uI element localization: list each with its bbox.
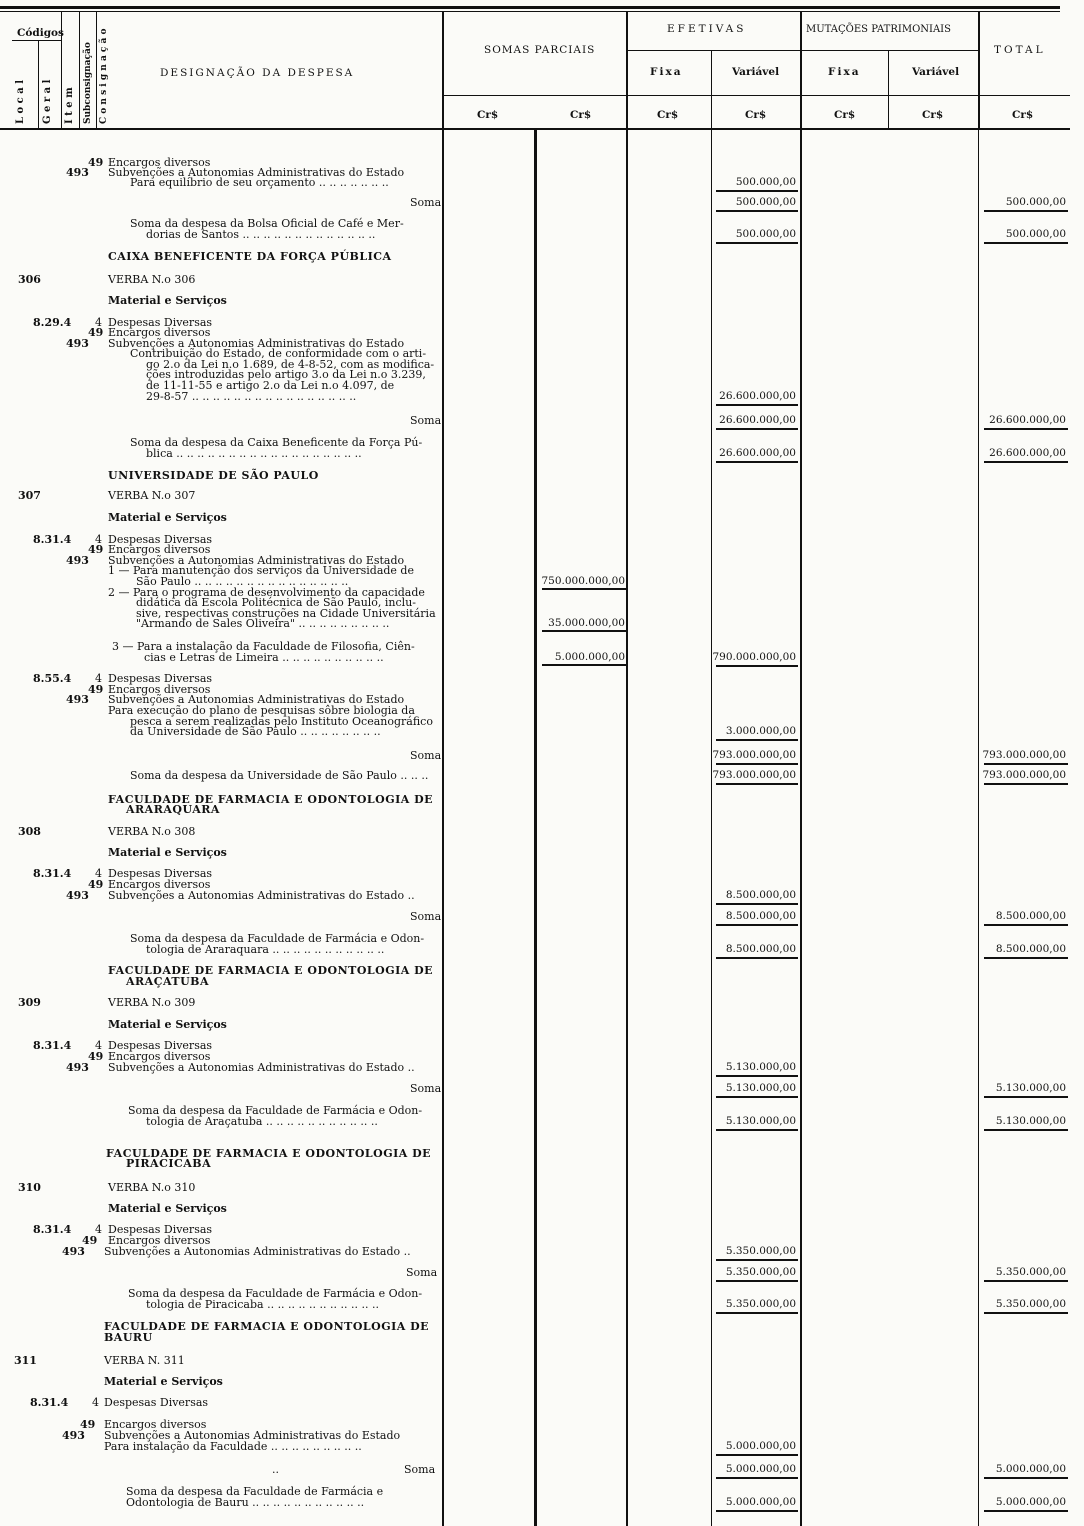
row-code: 49	[88, 878, 104, 891]
header-sub-rule	[443, 95, 1070, 96]
value-underline	[716, 1477, 798, 1479]
body-col-line	[626, 129, 628, 1526]
efetivas-variavel-value: 793.000.000,00	[712, 769, 796, 781]
body-col-line	[711, 129, 712, 1526]
row-description: Encargos diversos	[108, 683, 211, 696]
value-underline	[716, 1280, 798, 1282]
col-sep	[711, 50, 712, 129]
row-description: 29-8-57 .. .. .. .. .. .. .. .. .. .. .. .. .. .. .. ..	[146, 390, 357, 403]
value-underline	[716, 1075, 798, 1077]
body-col-line	[978, 129, 979, 1526]
efetivas-variavel-value: 5.350.000,00	[725, 1266, 796, 1278]
value-underline	[984, 1510, 1068, 1512]
value-underline	[716, 665, 798, 667]
efetivas-variavel-value: 5.000.000,00	[725, 1496, 796, 1508]
row-description: Encargos diversos	[108, 1234, 211, 1247]
value-underline	[716, 1259, 798, 1261]
row-code: 49	[88, 683, 104, 696]
total-value: 26.600.000,00	[989, 414, 1066, 426]
header-somas-parciais: SOMAS PARCIAIS	[484, 44, 596, 56]
row-description: Subvenções a Autonomias Administrativas do Estado ..	[108, 889, 415, 902]
total-value: 5.000.000,00	[995, 1496, 1066, 1508]
value-underline	[984, 924, 1068, 926]
section-title: FACULDADE DE FARMACIA E ODONTOLOGIA DE	[104, 1320, 430, 1333]
efetivas-variavel-value: 5.350.000,00	[725, 1298, 796, 1310]
total-value: 793.000.000,00	[982, 749, 1066, 761]
efetivas-variavel-value: 5.130.000,00	[725, 1115, 796, 1127]
row-description: VERBA N.o 310	[108, 1181, 196, 1194]
row-description: Material e Serviços	[108, 294, 227, 307]
row-description: Material e Serviços	[108, 511, 227, 524]
row-description: ções introduzidas pelo artigo 3.o da Lei n.o 3.239,	[146, 368, 426, 381]
total-value: 500.000,00	[1005, 228, 1066, 240]
value-underline	[716, 190, 798, 192]
row-code: 310	[18, 1181, 41, 1194]
row-description: Despesas Diversas	[108, 1039, 213, 1052]
value-underline	[984, 1096, 1068, 1098]
row-description: VERBA N.o 307	[108, 489, 196, 502]
efetivas-variavel-value: 26.600.000,00	[719, 390, 796, 402]
row-description: Subvenções a Autonomias Administrativas do Estado ..	[108, 1061, 415, 1074]
value-underline	[716, 1129, 798, 1131]
section-title: UNIVERSIDADE DE SÃO PAULO	[108, 469, 319, 482]
row-description: Despesas Diversas	[108, 672, 213, 685]
row-code: 8.29.4	[33, 316, 72, 329]
total-value: 793.000.000,00	[982, 769, 1066, 781]
row-code-item: 4	[95, 316, 102, 329]
row-description: VERBA N.o 308	[108, 825, 196, 838]
row-description: ..	[272, 1463, 279, 1476]
row-description: Contribuição do Estado, de conformidade com o arti-	[130, 347, 427, 360]
row-description: Subvenções a Autonomias Administrativas do Estado	[108, 337, 405, 350]
row-description: Despesas Diversas	[108, 867, 213, 880]
row-description: Soma	[404, 1463, 436, 1476]
row-description: VERBA N. 311	[104, 1354, 185, 1367]
header-designacao: DESIGNAÇÃO DA DESPESA	[160, 67, 355, 79]
somas-parciais-value: 5.000.000,00	[554, 651, 625, 663]
currency-label: Cr$	[834, 109, 856, 121]
value-underline	[984, 1280, 1068, 1282]
currency-label: Cr$	[922, 109, 944, 121]
codigos-rule	[12, 40, 62, 41]
currency-label: Cr$	[570, 109, 592, 121]
currency-label: Cr$	[745, 109, 767, 121]
body-col-line	[442, 129, 444, 1526]
row-description: VERBA N.o 309	[108, 996, 196, 1009]
row-description: Soma	[410, 414, 442, 427]
section-title: FACULDADE DE FARMACIA E ODONTOLOGIA DE	[106, 1147, 432, 1160]
value-underline	[984, 1312, 1068, 1314]
row-description: Subvenções a Autonomias Administrativas do Estado	[108, 166, 405, 179]
efetivas-variavel-value: 5.350.000,00	[725, 1245, 796, 1257]
total-value: 8.500.000,00	[995, 943, 1066, 955]
value-underline	[984, 783, 1068, 785]
row-description: Subvenções a Autonomias Administrativas do Estado ..	[104, 1245, 411, 1258]
row-description: Soma da despesa da Faculdade de Farmácia e Odon-	[130, 932, 425, 945]
efetivas-variavel-value: 8.500.000,00	[725, 943, 796, 955]
row-description: blica .. .. .. .. .. .. .. .. .. .. .. .. .. .. .. .. .. ..	[146, 447, 362, 460]
col-sep	[38, 40, 39, 129]
col-sep	[978, 12, 980, 129]
body-col-line	[534, 129, 537, 1526]
efetivas-variavel-value: 5.000.000,00	[725, 1463, 796, 1475]
value-underline	[716, 404, 798, 406]
total-value: 5.350.000,00	[995, 1298, 1066, 1310]
col-sep	[626, 12, 628, 129]
col-sep	[888, 50, 889, 129]
efetivas-variavel-value: 8.500.000,00	[725, 889, 796, 901]
row-description: de 11-11-55 e artigo 2.o da Lei n.o 4.097, de	[146, 379, 395, 392]
header-geral: G e r a l	[42, 79, 53, 124]
row-description: Encargos diversos	[108, 326, 211, 339]
efetivas-variavel-value: 500.000,00	[735, 228, 796, 240]
section-title: FACULDADE DE FARMACIA E ODONTOLOGIA DE	[108, 793, 434, 806]
row-description: 3 — Para a instalação da Faculdade de Filosofia, Ciên-	[112, 640, 415, 653]
row-code-item: 4	[95, 867, 102, 880]
row-description: sive, respectivas construções na Cidade Universitária	[136, 607, 436, 620]
header-variavel: Variável	[732, 66, 780, 78]
row-description: dorias de Santos .. .. .. .. .. .. .. .. .. .. .. .. ..	[146, 228, 376, 241]
efetivas-variavel-value: 26.600.000,00	[719, 414, 796, 426]
row-description: Despesas Diversas	[108, 533, 213, 546]
row-code: 49	[88, 1050, 104, 1063]
row-description: tologia de Piracicaba .. .. .. .. .. .. .. .. .. .. ..	[146, 1298, 379, 1311]
row-code: 307	[18, 489, 41, 502]
row-code: 8.31.4	[33, 1223, 72, 1236]
efetivas-variavel-value: 790.000.000,00	[712, 651, 796, 663]
row-description: Soma	[410, 196, 442, 209]
somas-parciais-value: 750.000.000,00	[541, 575, 625, 587]
row-description: Para execução do plano de pesquisas sôbre biologia da	[108, 704, 415, 717]
efetivas-variavel-value: 8.500.000,00	[725, 910, 796, 922]
header-local: L o c a l	[15, 80, 26, 124]
col-sep	[96, 12, 97, 129]
value-underline	[716, 1454, 798, 1456]
top-rule-2	[0, 11, 1060, 12]
value-underline	[716, 739, 798, 741]
header-mutacoes: MUTAÇÕES PATRIMONIAIS	[806, 24, 951, 35]
value-underline	[984, 1477, 1068, 1479]
header-item: I t e m	[64, 87, 75, 124]
value-underline	[716, 461, 798, 463]
body-col-line	[800, 129, 802, 1526]
row-description: Odontologia de Bauru .. .. .. .. .. .. .. .. .. .. ..	[126, 1496, 365, 1509]
value-underline	[716, 1096, 798, 1098]
row-description: Encargos diversos	[108, 878, 211, 891]
currency-label: Cr$	[477, 109, 499, 121]
row-code: 493	[66, 166, 89, 179]
row-description: Material e Serviços	[108, 1018, 227, 1031]
row-description: Material e Serviços	[104, 1375, 223, 1388]
row-code: 493	[66, 889, 89, 902]
row-description: Despesas Diversas	[104, 1396, 209, 1409]
row-code: 311	[14, 1354, 37, 1367]
row-code: 49	[88, 326, 104, 339]
value-underline	[542, 588, 626, 590]
row-description: Encargos diversos	[108, 1050, 211, 1063]
row-description: Soma	[410, 1082, 442, 1095]
row-code-item: 4	[92, 1396, 99, 1409]
currency-label: Cr$	[1012, 109, 1034, 121]
total-value: 5.000.000,00	[995, 1463, 1066, 1475]
col-sep	[800, 12, 802, 129]
header-consignacao: C o n s i g n a ç ã o	[99, 28, 109, 124]
row-code: 49	[88, 543, 104, 556]
efetivas-variavel-value: 5.000.000,00	[725, 1440, 796, 1452]
section-title: CAIXA BENEFICENTE DA FORÇA PÚBLICA	[108, 250, 392, 263]
total-value: 26.600.000,00	[989, 447, 1066, 459]
value-underline	[716, 903, 798, 905]
row-description: Despesas Diversas	[108, 1223, 213, 1236]
col-sep	[79, 12, 80, 129]
row-description: Subvenções a Autonomias Administrativas do Estado	[104, 1429, 401, 1442]
efetivas-variavel-value: 500.000,00	[735, 176, 796, 188]
row-code: 8.31.4	[33, 1039, 72, 1052]
row-description: Material e Serviços	[108, 846, 227, 859]
row-description: tologia de Araraquara .. .. .. .. .. .. .. .. .. .. ..	[146, 943, 385, 956]
section-title: FACULDADE DE FARMACIA E ODONTOLOGIA DE	[108, 964, 434, 977]
currency-label: Cr$	[657, 109, 679, 121]
row-description: Para equilíbrio de seu orçamento .. .. .. .. .. .. ..	[130, 176, 389, 189]
row-description: Encargos diversos	[108, 156, 211, 169]
value-underline	[716, 210, 798, 212]
value-underline	[984, 763, 1068, 765]
row-description: Subvenções a Autonomias Administrativas do Estado	[108, 693, 405, 706]
value-underline	[716, 783, 798, 785]
row-code: 309	[18, 996, 41, 1009]
row-description: Para instalação da Faculdade .. .. .. .. .. .. .. .. ..	[104, 1440, 362, 1453]
row-description: cias e Letras de Limeira .. .. .. .. .. .. .. .. .. ..	[144, 651, 384, 664]
value-underline	[984, 957, 1068, 959]
total-value: 5.130.000,00	[995, 1115, 1066, 1127]
value-underline	[716, 242, 798, 244]
efetivas-variavel-value: 3.000.000,00	[725, 725, 796, 737]
row-code-item: 4	[95, 1223, 102, 1236]
efetivas-variavel-value: 5.130.000,00	[725, 1061, 796, 1073]
row-code: 49	[88, 156, 104, 169]
row-description: Subvenções a Autonomias Administrativas do Estado	[108, 554, 405, 567]
section-title: ARAÇATUBA	[126, 975, 210, 988]
value-underline	[716, 1312, 798, 1314]
value-underline	[716, 763, 798, 765]
value-underline	[984, 242, 1068, 244]
row-description: Soma da despesa da Faculdade de Farmácia e Odon-	[128, 1104, 423, 1117]
row-description: Soma	[406, 1266, 438, 1279]
row-description: Soma da despesa da Bolsa Oficial de Café e Mer-	[130, 217, 404, 230]
row-description: "Armando de Sales Oliveira" .. .. .. .. .. .. .. .. ..	[136, 617, 390, 630]
row-code: 493	[66, 337, 89, 350]
row-description: Soma	[410, 910, 442, 923]
value-underline	[984, 428, 1068, 430]
header-variavel-2: Variável	[912, 66, 960, 78]
efetivas-variavel-value: 500.000,00	[735, 196, 796, 208]
value-underline	[542, 630, 626, 632]
value-underline	[716, 1510, 798, 1512]
section-title: PIRACICABA	[126, 1157, 212, 1170]
row-code: 493	[62, 1429, 85, 1442]
efetivas-variavel-value: 5.130.000,00	[725, 1082, 796, 1094]
total-value: 500.000,00	[1005, 196, 1066, 208]
row-description: tologia de Araçatuba .. .. .. .. .. .. .. .. .. .. ..	[146, 1115, 378, 1128]
top-rule	[0, 6, 1060, 9]
header-fixa: Fixa	[650, 66, 683, 78]
col-sep	[442, 12, 444, 129]
total-value: 5.350.000,00	[995, 1266, 1066, 1278]
row-description: go 2.o da Lei n.o 1.689, de 4-8-52, com as modifica-	[146, 358, 435, 371]
row-code: 493	[66, 693, 89, 706]
row-code: 306	[18, 273, 41, 286]
row-description: Encargos diversos	[104, 1418, 207, 1431]
row-code: 49	[80, 1418, 96, 1431]
value-underline	[716, 957, 798, 959]
row-description: Soma da despesa da Caixa Beneficente da Força Pú-	[130, 436, 423, 449]
value-underline	[984, 1129, 1068, 1131]
row-code: 493	[66, 554, 89, 567]
row-description: didática da Escola Politécnica de São Paulo, inclu-	[136, 596, 416, 609]
header-codigos: Códigos	[17, 27, 64, 39]
row-code: 493	[62, 1245, 85, 1258]
value-underline	[716, 428, 798, 430]
header-subconsignacao: Subconsignação	[83, 42, 93, 124]
header-efetivas: EFETIVAS	[667, 23, 747, 35]
total-value: 5.130.000,00	[995, 1082, 1066, 1094]
row-code-item: 4	[95, 672, 102, 685]
header-fixa-2: Fixa	[828, 66, 861, 78]
section-title: ARARAQUARA	[126, 803, 220, 816]
value-underline	[984, 210, 1068, 212]
row-code: 493	[66, 1061, 89, 1074]
somas-parciais-value: 35.000.000,00	[548, 617, 625, 629]
row-description: pesca a serem realizadas pelo Instituto Oceanográfico	[130, 715, 433, 728]
row-description: Soma da despesa da Universidade de São Paulo .. .. ..	[130, 769, 429, 782]
row-description: 1 — Para manutenção dos serviços da Universidade de	[108, 564, 414, 577]
row-code: 8.55.4	[33, 672, 72, 685]
row-code: 308	[18, 825, 41, 838]
row-description: Material e Serviços	[108, 1202, 227, 1215]
row-description: Despesas Diversas	[108, 316, 213, 329]
row-description: VERBA N.o 306	[108, 273, 196, 286]
row-description: Soma da despesa da Faculdade de Farmácia e Odon-	[128, 1287, 423, 1300]
row-description: São Paulo .. .. .. .. .. .. .. .. .. .. .. .. .. .. ..	[136, 575, 349, 588]
total-value: 8.500.000,00	[995, 910, 1066, 922]
row-code-item: 4	[95, 533, 102, 546]
row-description: 2 — Para o programa de desenvolvimento da capacidade	[108, 586, 425, 599]
row-code: 8.31.4	[33, 867, 72, 880]
row-description: Soma da despesa da Faculdade de Farmácia e	[126, 1485, 384, 1498]
row-code: 49	[82, 1234, 98, 1247]
row-description: Encargos diversos	[108, 543, 211, 556]
value-underline	[542, 664, 626, 666]
efetivas-variavel-value: 26.600.000,00	[719, 447, 796, 459]
row-code: 8.31.4	[30, 1396, 69, 1409]
efetivas-variavel-value: 793.000.000,00	[712, 749, 796, 761]
row-code-item: 4	[95, 1039, 102, 1052]
value-underline	[716, 924, 798, 926]
value-underline	[984, 461, 1068, 463]
row-code: 8.31.4	[33, 533, 72, 546]
header-total: TOTAL	[994, 44, 1046, 56]
header-sub-rule	[627, 50, 978, 51]
row-description: Soma	[410, 749, 442, 762]
row-description: da Universidade de São Paulo .. .. .. .. .. .. .. ..	[130, 725, 381, 738]
section-title: BAURU	[104, 1331, 153, 1344]
